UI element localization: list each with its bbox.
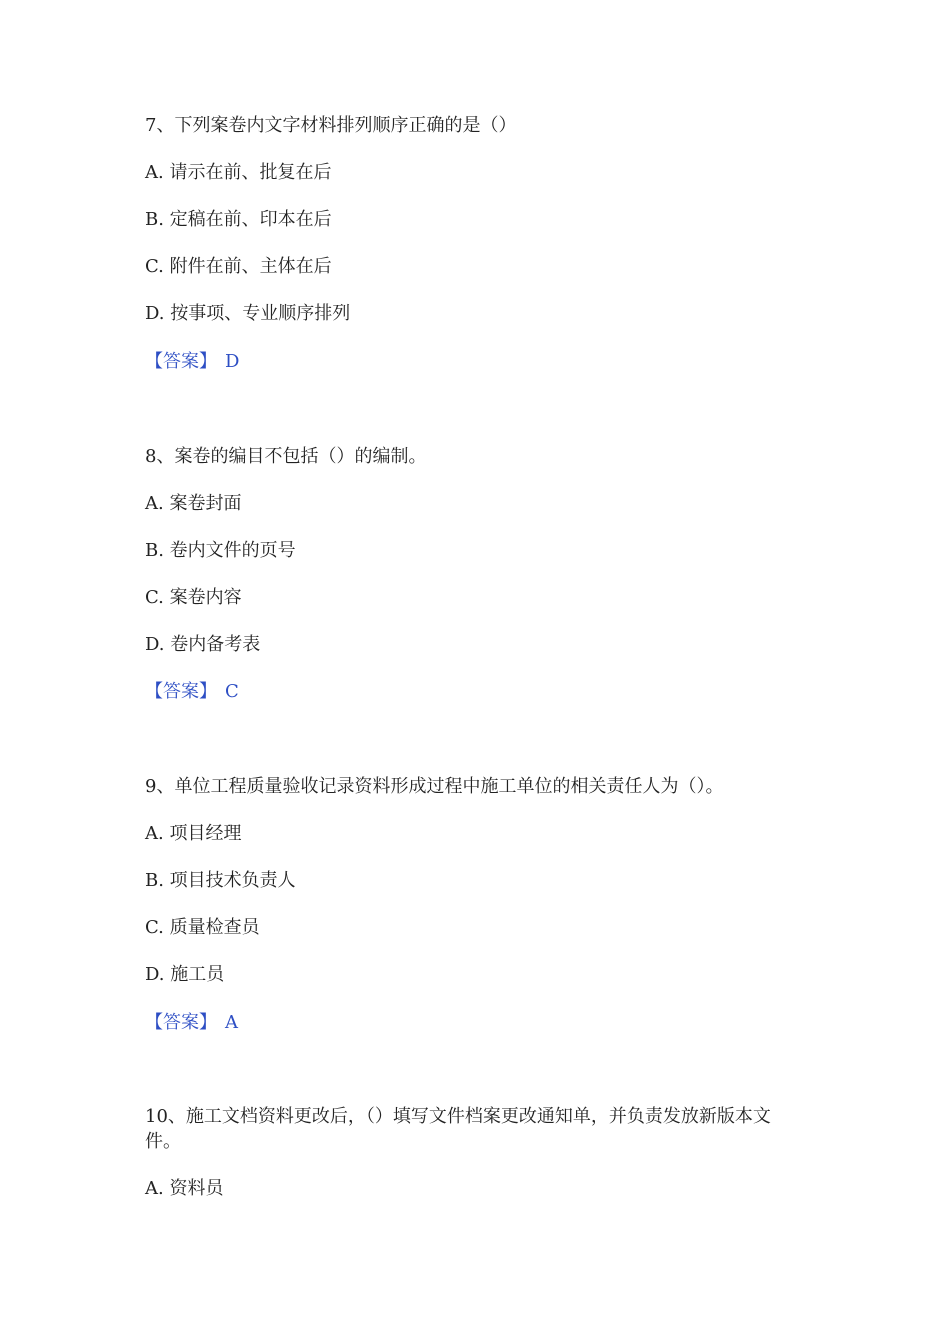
question-8-option-d: D. 卷内备考表 xyxy=(145,634,261,655)
answer-label: 【答案】 xyxy=(145,1012,217,1033)
question-9-stem: 9、单位工程质量验收记录资料形成过程中施工单位的相关责任人为（）。 xyxy=(145,776,724,797)
question-7-stem: 7、下列案卷内文字材料排列顺序正确的是（） xyxy=(145,115,517,136)
question-7-option-c: C. 附件在前、主体在后 xyxy=(145,256,332,277)
answer-value: D xyxy=(225,351,240,372)
question-10-option-a: A. 资料员 xyxy=(145,1178,224,1199)
question-7-option-a: A. 请示在前、批复在后 xyxy=(145,162,332,183)
question-9-answer xyxy=(145,1011,238,1035)
question-8-option-c: C. 案卷内容 xyxy=(145,587,242,608)
question-9-option-c: C. 质量检查员 xyxy=(145,917,260,938)
question-9-option-b: B. 项目技术负责人 xyxy=(145,870,296,891)
question-7-option-b: B. 定稿在前、印本在后 xyxy=(145,209,332,230)
answer-value: C xyxy=(225,681,239,702)
question-7-answer xyxy=(145,350,239,374)
answer-value: A xyxy=(225,1012,238,1033)
question-8-stem: 8、案卷的编目不包括（）的编制。 xyxy=(145,446,427,467)
question-9-option-d: D. 施工员 xyxy=(145,964,225,985)
question-10-stem: 10、施工文档资料更改后，（）填写文件档案更改通知单，并负责发放新版本文件。 xyxy=(145,1106,771,1152)
answer-label: 【答案】 xyxy=(145,351,217,372)
question-8-answer xyxy=(145,680,239,704)
question-9-option-a: A. 项目经理 xyxy=(145,823,242,844)
answer-label: 【答案】 xyxy=(145,681,217,702)
question-8-option-a: A. 案卷封面 xyxy=(145,493,242,514)
question-8-option-b: B. 卷内文件的页号 xyxy=(145,540,296,561)
question-7-option-d: D. 按事项、专业顺序排列 xyxy=(145,303,351,324)
